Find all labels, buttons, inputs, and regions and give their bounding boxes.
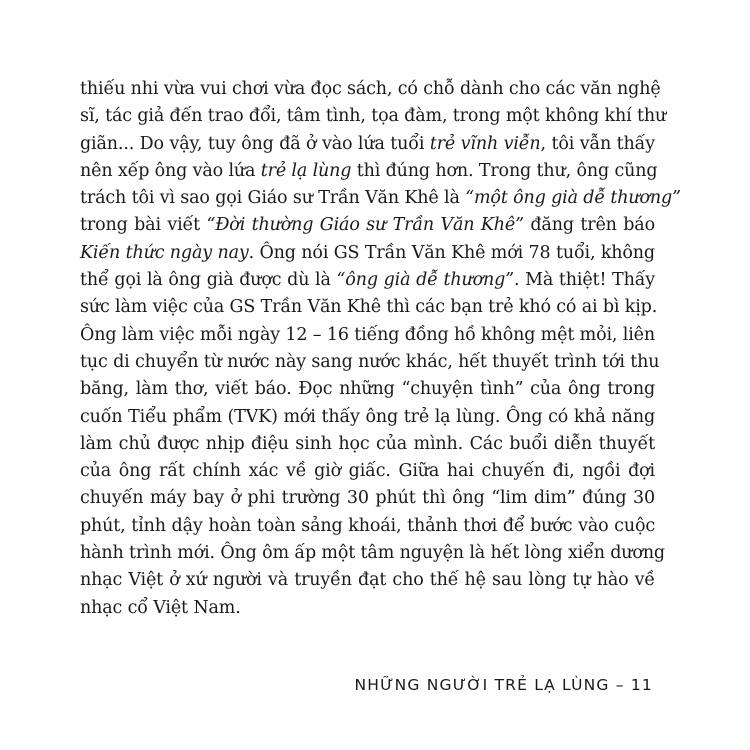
footer-separator: – <box>615 676 625 694</box>
text-segment: sĩ, tác giả đến trao đổi, tâm tình, tọa đàm, trong một không khí thư <box>80 106 667 127</box>
text-segment: làm chủ được nhịp điệu sinh học của mình. Các buổi diễn thuyết <box>80 433 655 454</box>
running-title: NHỮNG NGƯỜI TRẺ LẠ LÙNG <box>354 676 610 694</box>
text-segment: sức làm việc của GS Trần Văn Khê thì các bạn trẻ khó có ai bì kịp. <box>80 297 658 318</box>
text-line <box>80 212 655 239</box>
text-segment: Ông làm việc mỗi ngày 12 – 16 tiếng đồng hồ không mệt mỏi, liên <box>80 324 655 345</box>
text-segment: nhạc Việt ở xứ người và truyền đạt cho thế hệ sau lòng tự hào về <box>80 570 655 591</box>
text-segment: hành trình mới. Ông ôm ấp một tâm nguyện là hết lòng xiển dương <box>80 543 665 564</box>
text-line <box>80 567 655 594</box>
italic-phrase: “Đời thường Giáo sư Trần Văn Khê” <box>206 215 524 236</box>
text-line <box>80 595 655 622</box>
text-line <box>80 404 655 431</box>
italic-phrase: “ông già dễ thương” <box>336 270 514 291</box>
text-line <box>80 131 655 158</box>
text-segment: thiếu nhi vừa vui chơi vừa đọc sách, có chỗ dành cho các văn nghệ <box>80 79 661 99</box>
italic-phrase: Kiến thức ngày nay <box>80 242 249 263</box>
text-segment: băng, làm thơ, viết báo. Đọc những “chuyện tình” của ông trong <box>80 379 655 400</box>
text-segment: nên xếp ông vào lứa <box>80 160 261 181</box>
text-line <box>80 458 655 485</box>
text-segment: đăng trên báo <box>523 215 655 236</box>
text-line <box>80 294 658 321</box>
text-segment: trách tôi vì sao gọi Giáo sư Trần Văn Khê là <box>80 188 466 209</box>
text-line <box>80 540 665 567</box>
text-segment: chuyến máy bay ở phi trường 30 phút thì ông “lim dim” đúng 30 <box>80 488 655 509</box>
italic-phrase: trẻ vĩnh viễn <box>429 133 541 154</box>
page-number: 11 <box>630 676 653 694</box>
text-line <box>80 322 655 349</box>
text-segment: . Mà thiệt! Thấy <box>513 270 656 291</box>
text-segment: tục di chuyển từ nước này sang nước khác, hết thuyết trình tới thu <box>80 351 660 372</box>
text-line <box>80 513 655 540</box>
text-segment: . Ông nói GS Trần Văn Khê mới 78 tuổi, không <box>248 242 655 263</box>
text-line <box>80 267 655 294</box>
text-segment: trong bài viết <box>80 215 207 236</box>
text-segment: , tôi vẫn thấy <box>540 133 655 154</box>
text-segment: thể gọi là ông già được dù là <box>80 270 337 291</box>
text-line <box>80 431 655 458</box>
text-line <box>80 76 661 103</box>
text-line <box>80 376 655 403</box>
text-line <box>80 485 655 512</box>
text-segment: phút, tỉnh dậy hoàn toàn sảng khoái, thảnh thơi để bước vào cuộc <box>80 515 655 536</box>
text-segment: của ông rất chính xác về giờ giấc. Giữa hai chuyến đi, ngồi đợi <box>80 461 655 482</box>
text-segment: nhạc cổ Việt Nam. <box>80 597 241 618</box>
text-line <box>80 103 667 130</box>
text-segment: cuốn Tiểu phẩm (TVK) mới thấy ông trẻ lạ lùng. Ông có khả năng <box>80 406 655 427</box>
text-line <box>80 349 660 376</box>
page-footer <box>354 676 653 694</box>
text-line <box>80 185 681 212</box>
text-segment: thì đúng hơn. Trong thư, ông cũng <box>351 160 658 181</box>
text-line <box>80 240 655 267</box>
text-line <box>80 158 658 185</box>
body-paragraph <box>80 76 681 622</box>
italic-phrase: trẻ lạ lùng <box>260 160 352 181</box>
text-segment: giãn... Do vậy, tuy ông đã ở vào lứa tuổi <box>80 133 430 154</box>
italic-phrase: “một ông già dễ thương” <box>465 188 681 209</box>
